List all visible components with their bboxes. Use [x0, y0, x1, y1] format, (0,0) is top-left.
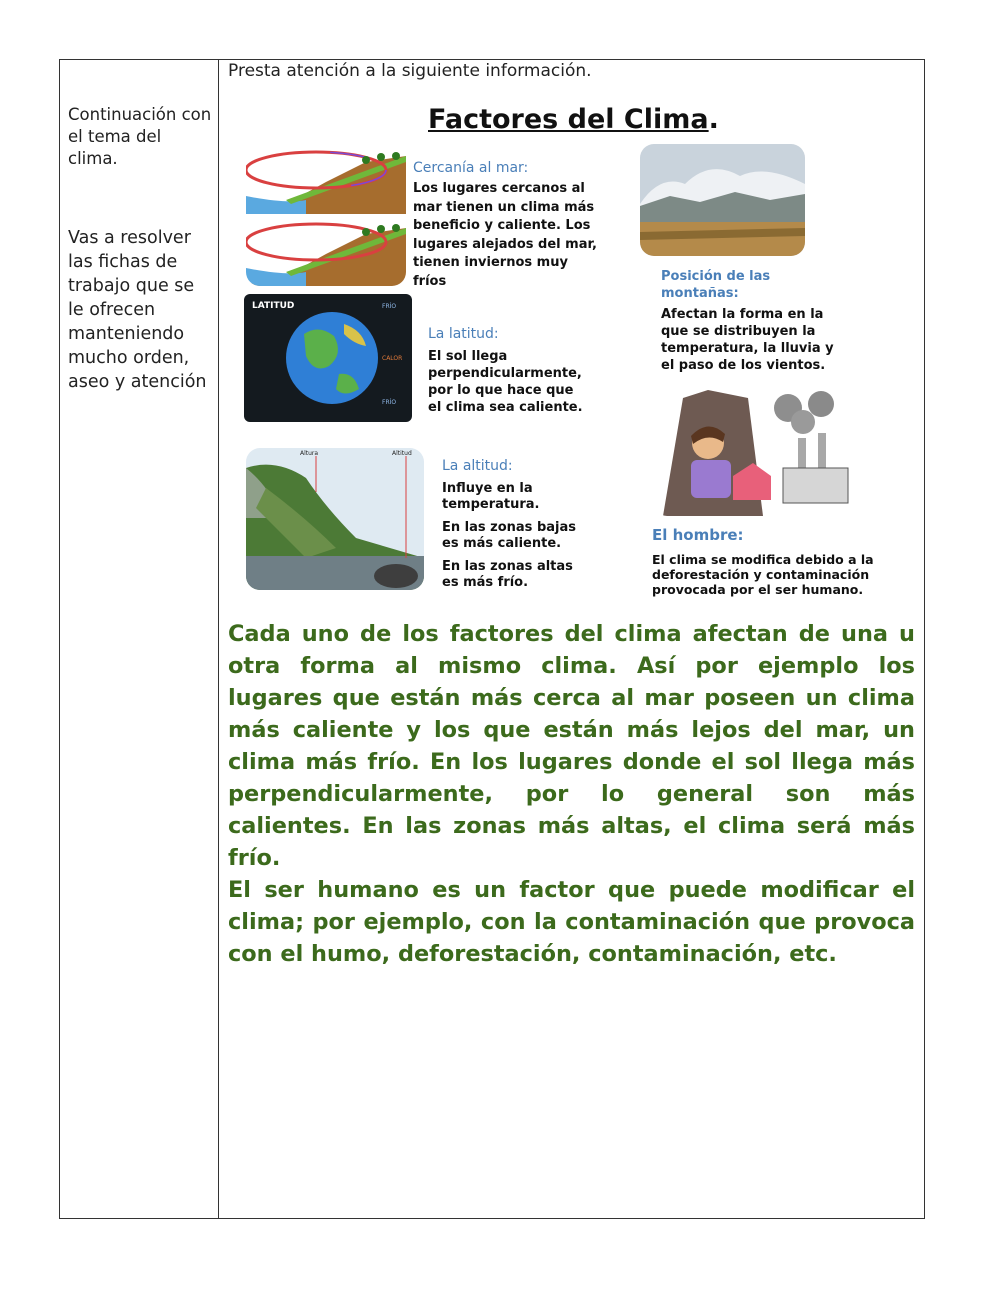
- sea-heading: Cercanía al mar:: [413, 160, 529, 176]
- altitude-text-2: En las zonas bajas es más caliente.: [442, 520, 576, 551]
- explanation-paragraph: [228, 618, 915, 970]
- instructions-column: [68, 104, 214, 394]
- cold-top-label: FRÍO: [382, 303, 397, 310]
- column-divider: [218, 59, 219, 1219]
- mountains-heading: Posición de las montañas:: [661, 269, 771, 301]
- altitude-heading: La altitud:: [442, 458, 513, 474]
- infographic-title: [428, 104, 719, 135]
- mountains-picture: [640, 144, 805, 256]
- sea-proximity-picture: [246, 142, 406, 286]
- altitude-text-3: En las zonas altas es más frío.: [442, 559, 573, 590]
- cold-bottom-label: FRÍO: [382, 399, 397, 406]
- human-heading: El hombre:: [652, 526, 744, 544]
- height-label: Altura: [300, 450, 319, 457]
- sea-text: Los lugares cercanos al mar tienen un clima más beneficio y caliente. Los lugares alejados del mar, tienen inviernos muy fríos: [413, 181, 597, 289]
- altitude-label: Altitud: [392, 450, 412, 457]
- altitude-picture: [246, 448, 424, 590]
- task-note: Vas a resolver las fichas de trabajo que se le ofrecen manteniendo mucho orden, aseo y atención: [68, 228, 207, 392]
- climate-factors-infographic: [238, 96, 874, 601]
- altitude-text-1: Influye en la temperatura.: [442, 481, 540, 512]
- latitude-heading: La latitud:: [428, 326, 499, 342]
- latitude-text: El sol llega perpendicularmente, por lo que hace que el clima sea caliente.: [428, 349, 583, 415]
- title-text: Factores del Clima: [428, 104, 709, 135]
- latitude-label: LATITUD: [252, 301, 295, 311]
- heat-label: CALOR: [382, 355, 403, 362]
- title-dot: .: [708, 104, 719, 135]
- human-text: El clima se modifica debido a la deforestación y contaminación provocada por el ser humano.: [652, 552, 874, 597]
- explanation-p1: Cada uno de los factores del clima afectan de una u otra forma al mismo clima. Así por ejemplo los lugares que están más cerca al mar poseen un clima más caliente y los que están más lejos del mar, un clima más frío. En los lugares donde el sol llega más perpendicularmente, por lo general son más calientes. En las zonas más altas, el clima será más frío.: [228, 621, 915, 871]
- intro-text: Presta atención a la siguiente información.: [228, 61, 592, 81]
- human-pollution-picture: [653, 388, 853, 516]
- topic-note: Continuación con el tema del clima.: [68, 105, 212, 168]
- mountains-text: Afectan la forma en la que se distribuyen la temperatura, la lluvia y el paso de los vientos.: [661, 307, 834, 373]
- latitude-picture: [244, 294, 412, 422]
- explanation-p2: El ser humano es un factor que puede modificar el clima; por ejemplo, con la contaminación que provoca con el humo, deforestación, contaminación, etc.: [228, 877, 915, 967]
